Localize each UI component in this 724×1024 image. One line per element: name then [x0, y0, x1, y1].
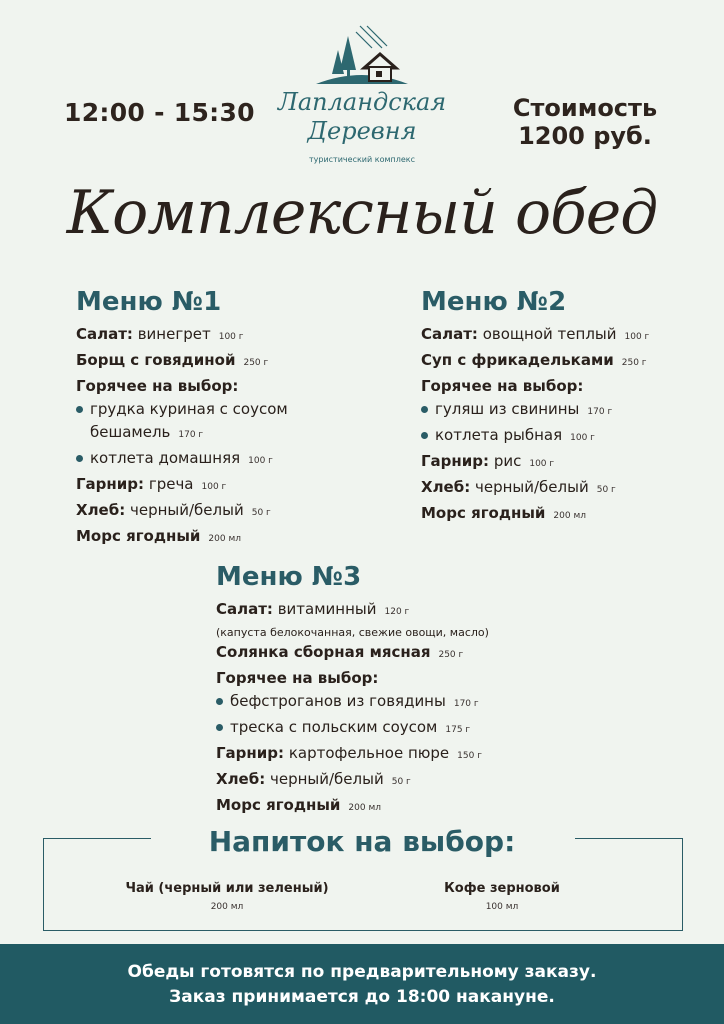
footer-line-2: Заказ принимается до 18:00 накануне.	[169, 987, 555, 1007]
price-value: 1200 руб.	[518, 122, 652, 150]
menu-hot-label: Горячее на выбор:	[216, 669, 379, 687]
drink-volume: 100 мл	[485, 902, 519, 912]
menu-item-hot-1: грудка куриная с соусом	[76, 398, 288, 421]
menu-item-soup: Борщ с говядиной 250 г	[76, 351, 269, 369]
lunch-hours: 12:00 - 15:30	[64, 98, 255, 127]
logo-house-trees-icon	[272, 22, 452, 92]
menu-title: Меню №2	[421, 287, 567, 317]
menu-item-hot-2: котлета домашняя 100 г	[76, 447, 288, 473]
menu-item-side: Гарнир: греча 100 г	[76, 475, 227, 493]
menu-item-bread: Хлеб: черный/белый 50 г	[216, 770, 411, 788]
menu-item-drink: Морс ягодный 200 мл	[76, 527, 242, 545]
menu-item-drink: Морс ягодный 200 мл	[216, 796, 382, 814]
logo-name-line2: Деревня	[307, 117, 417, 145]
menu-hot-label: Горячее на выбор:	[76, 377, 239, 395]
menu-title: Меню №1	[76, 287, 222, 317]
menu-item-salad: Салат: витаминный 120 г	[216, 600, 410, 618]
price	[480, 94, 690, 150]
menu-item-salad-note: (капуста белокочанная, свежие овощи, масло)	[216, 626, 489, 639]
menu-1	[76, 285, 288, 551]
menu-item-salad: Салат: винегрет 100 г	[76, 325, 244, 343]
drinks-title: Напиток на выбор:	[208, 825, 516, 858]
drink-name: Кофе зерновой	[444, 881, 560, 896]
logo-subtitle: туристический комплекс	[308, 155, 415, 164]
menu-item-bread: Хлеб: черный/белый 50 г	[76, 501, 271, 519]
menu-item-soup: Суп с фрикадельками 250 г	[421, 351, 647, 369]
menu-3	[216, 560, 489, 820]
menu-item-side: Гарнир: картофельное пюре 150 г	[216, 744, 482, 762]
footer-line-1: Обеды готовятся по предварительному заказу.	[127, 962, 597, 982]
drink-volume: 200 мл	[210, 902, 244, 912]
menu-item-hot-1: гуляш из свинины 170 г	[421, 398, 649, 424]
menu-item-side: Гарнир: рис 100 г	[421, 452, 555, 470]
page-title: Комплексный обед	[66, 178, 658, 248]
menu-item-hot-2: треска с польским соусом 175 г	[216, 716, 489, 742]
price-label: Стоимость	[512, 94, 658, 122]
drink-name: Чай (черный или зеленый)	[125, 881, 329, 896]
footer-notice	[0, 944, 724, 1024]
menu-item-hot-1-cont: бешамель 170 г	[90, 423, 204, 441]
menu-title: Меню №3	[216, 562, 362, 592]
drink-tea	[97, 880, 357, 914]
menu-item-drink: Морс ягодный 200 мл	[421, 504, 587, 522]
menu-item-bread: Хлеб: черный/белый 50 г	[421, 478, 616, 496]
menu-hot-label: Горячее на выбор:	[421, 377, 584, 395]
menu-item-hot-1: бефстроганов из говядины 170 г	[216, 690, 489, 716]
drink-coffee	[372, 880, 632, 914]
menu-item-hot-2: котлета рыбная 100 г	[421, 424, 649, 450]
logo	[272, 22, 452, 172]
logo-name-line1: Лапландская	[277, 88, 447, 116]
menu-2	[421, 285, 649, 528]
menu-item-salad: Салат: овощной теплый 100 г	[421, 325, 650, 343]
menu-item-soup: Солянка сборная мясная 250 г	[216, 643, 464, 661]
